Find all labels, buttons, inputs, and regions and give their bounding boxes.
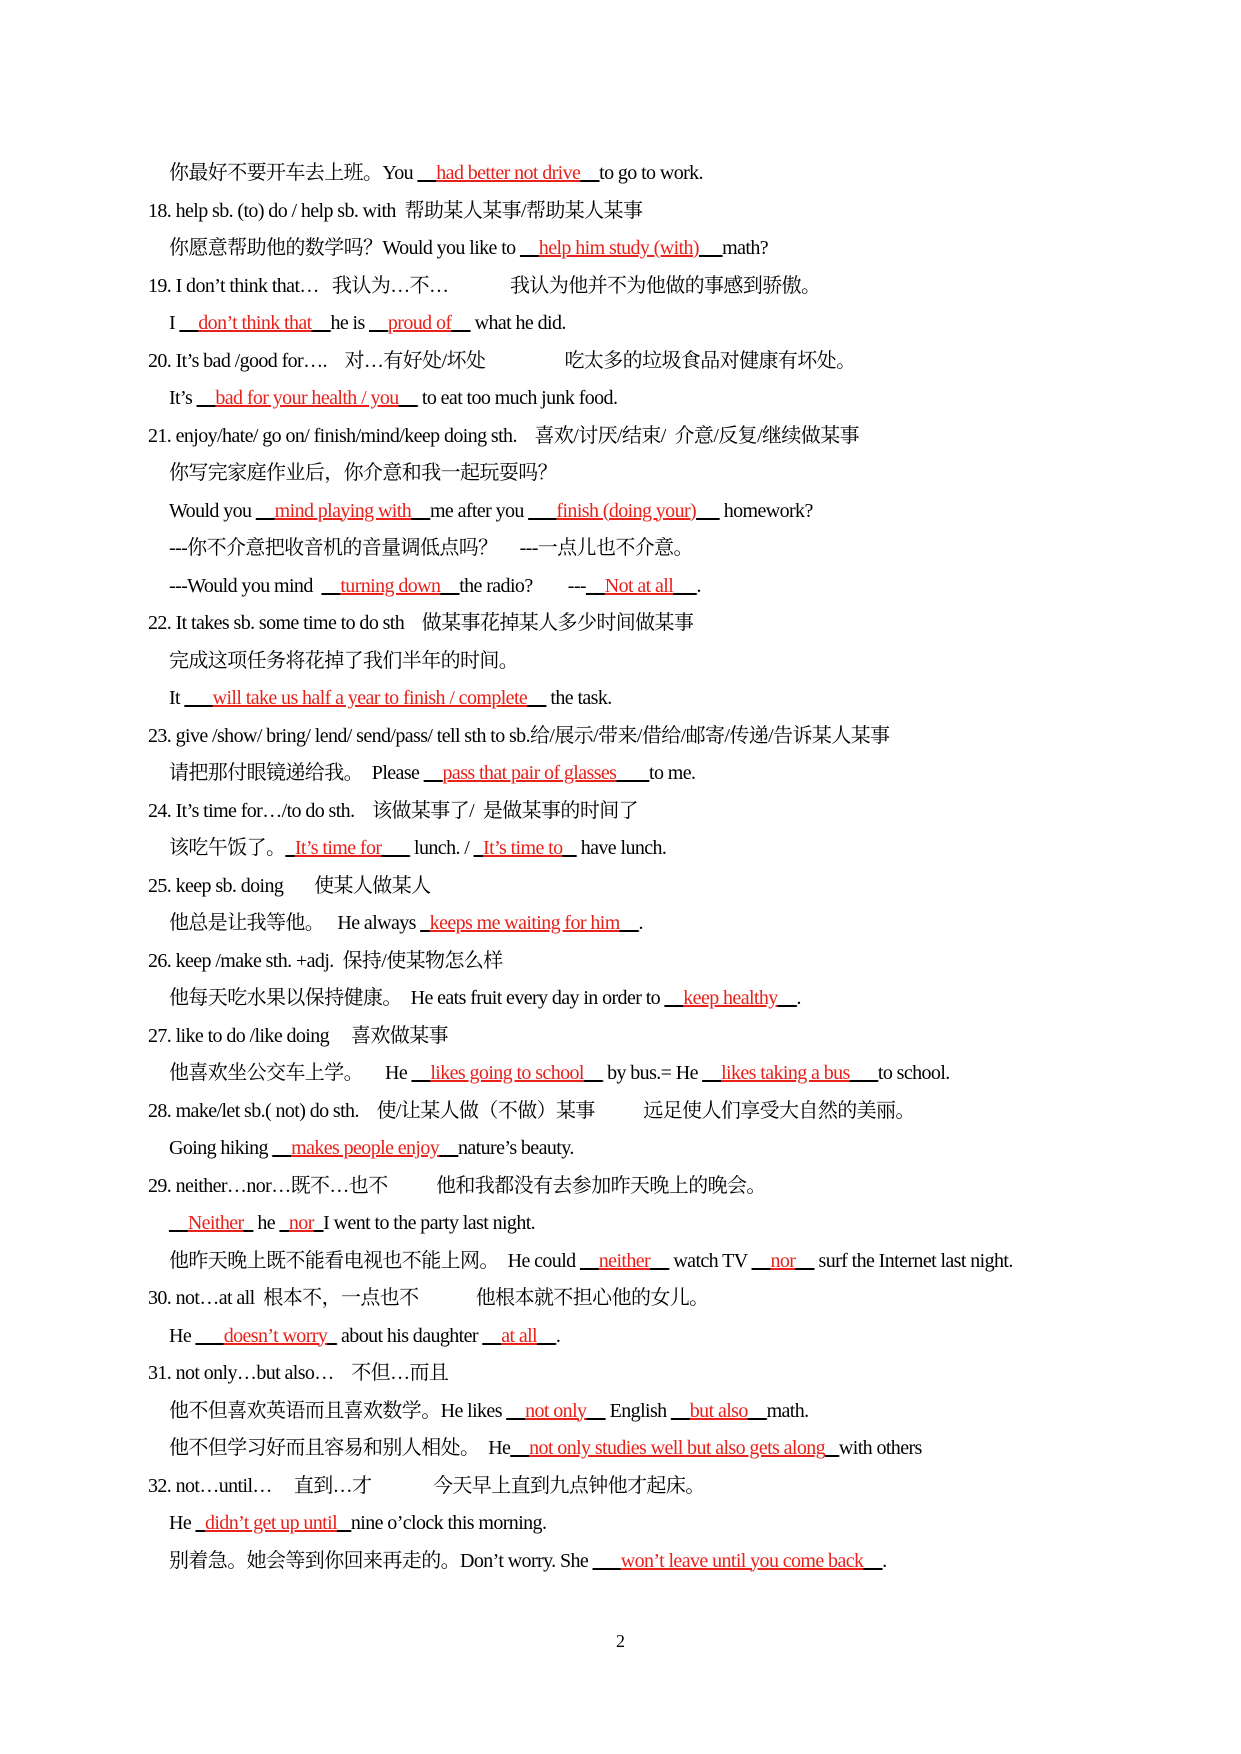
blank-underline: __	[398, 387, 418, 409]
answer-text: It’s time to	[483, 837, 563, 859]
phrase-heading	[148, 1168, 1148, 1206]
line-text: Going hiking	[169, 1137, 273, 1159]
answer-text: won’t leave until you come back	[620, 1549, 864, 1572]
answer-text: will take us half a year to finish / complete	[212, 687, 528, 709]
phrase-heading	[148, 1018, 1148, 1056]
blank-underline: __	[673, 574, 697, 597]
line-text: 26. keep /make sth. +adj. 保持/使某物怎么样	[148, 949, 503, 972]
exercise-line	[148, 1055, 1148, 1093]
line-text: 27. like to do /like doing 喜欢做某事	[148, 1024, 449, 1047]
blank-underline: __	[619, 912, 639, 934]
line-text: .	[638, 912, 643, 934]
line-text: 他喜欢坐公交车上学。 He	[169, 1062, 412, 1084]
phrase-heading	[148, 343, 1148, 381]
line-text: 25. keep sb. doing 使某人做某人	[148, 874, 431, 897]
line-text: 他总是让我等他。 He always	[169, 912, 421, 934]
blank-underline: __	[863, 1549, 883, 1572]
answer-text: had better not drive	[436, 162, 581, 184]
line-text: 他每天吃水果以保持健康。 He eats fruit every day in order to	[169, 987, 665, 1009]
line-text: 20. It’s bad /good for…. 对…有好处/坏处 吃太多的垃圾食品对健康有坏处。	[148, 349, 856, 372]
line-text: 请把那付眼镜递给我。 Please	[169, 762, 424, 784]
line-text: .	[796, 987, 801, 1009]
blank-underline: __	[440, 574, 460, 597]
blank-underline: __	[537, 1324, 556, 1347]
blank-underline: _	[327, 1324, 337, 1347]
blank-underline: __	[169, 1212, 188, 1234]
phrase-heading	[148, 1468, 1148, 1506]
blank-underline: __	[664, 987, 684, 1009]
blank-underline: ___	[849, 1062, 878, 1084]
blank-underline: _	[337, 1512, 351, 1534]
blank-underline: __	[311, 312, 331, 334]
exercise-line	[148, 305, 1148, 343]
answer-text: makes people enjoy	[291, 1137, 440, 1159]
answer-text: help him study (with)	[538, 237, 699, 259]
line-text: surf the Internet last night.	[814, 1249, 1013, 1272]
answer-text: turning down	[340, 574, 441, 597]
phrase-heading	[148, 418, 1148, 456]
line-text: It’s	[169, 387, 197, 409]
answer-text: but also	[689, 1399, 748, 1422]
exercise-line	[148, 230, 1148, 268]
line-text: I went to the party last night.	[323, 1212, 536, 1234]
answer-text: mind playing with	[274, 499, 412, 522]
answer-text: neither	[598, 1249, 651, 1272]
line-text: 别着急。她会等到你回来再走的。Don’t worry. She	[169, 1549, 593, 1572]
answer-text: It’s time for	[294, 837, 382, 859]
line-text: 22. It takes sb. some time to do sth 做某事花掉某人多少时间做某事	[148, 612, 694, 634]
blank-underline: ___	[381, 837, 410, 859]
blank-underline: __	[670, 1399, 690, 1422]
blank-underline: __	[698, 237, 723, 259]
answer-text: not only studies well but also gets along	[529, 1437, 826, 1459]
line-text: ---你不介意把收音机的音量调低点吗？ ---一点儿也不介意。	[169, 537, 693, 559]
answer-text: don’t think that	[198, 312, 312, 334]
blank-underline: __	[702, 1062, 722, 1084]
blank-underline: __	[586, 1399, 606, 1422]
answer-text: not only	[525, 1399, 587, 1422]
phrase-heading	[148, 1280, 1148, 1318]
line-text: lunch. /	[409, 837, 474, 859]
exercise-line	[148, 568, 1148, 606]
blank-underline: __	[650, 1249, 669, 1272]
line-text: to go to work.	[599, 162, 703, 184]
line-text: .	[882, 1549, 887, 1572]
blank-underline: _	[243, 1212, 253, 1234]
blank-underline: _	[420, 912, 430, 934]
line-text: English	[605, 1399, 671, 1422]
blank-underline: _	[279, 1212, 289, 1234]
blank-underline: __	[580, 162, 600, 184]
line-text: nature’s beauty.	[458, 1137, 574, 1159]
answer-text: keep healthy	[683, 987, 778, 1009]
answer-text: bad for your health / you	[215, 387, 399, 409]
line-text: Would you	[169, 499, 256, 522]
line-text: 29. neither…nor…既不…也不 他和我都没有去参加昨天晚上的晚会。	[148, 1174, 766, 1197]
exercise-line	[148, 755, 1148, 793]
blank-underline: _	[825, 1437, 839, 1459]
line-text: He	[169, 1512, 196, 1534]
exercise-content	[148, 155, 1148, 1580]
line-text: math?	[722, 237, 769, 259]
line-text: with others	[838, 1437, 922, 1459]
answer-text: didn’t get up until	[204, 1512, 338, 1534]
answer-text: pass that pair of glasses	[442, 762, 617, 784]
blank-underline: __	[417, 162, 437, 184]
blank-underline: __	[179, 312, 199, 334]
line-text: he is	[330, 312, 370, 334]
exercise-line	[148, 1543, 1148, 1581]
line-text: what he did.	[470, 312, 566, 334]
phrase-heading	[148, 1355, 1148, 1393]
line-text: 28. make/let sb.( not) do sth. 使/让某人做（不做）某事 远足使人们享受大自然的美丽。	[148, 1099, 915, 1122]
blank-underline: _	[285, 837, 295, 859]
phrase-heading	[148, 193, 1148, 231]
blank-underline: __	[411, 1062, 431, 1084]
blank-underline: __	[696, 499, 720, 522]
line-text: 他不但学习好而且容易和别人相处。 He	[169, 1437, 511, 1459]
blank-underline: __	[369, 312, 388, 334]
line-text: about his daughter	[336, 1324, 483, 1347]
exercise-line	[148, 530, 1148, 568]
phrase-heading	[148, 718, 1148, 756]
line-text: 该吃午饭了。	[169, 837, 286, 859]
exercise-line	[148, 1505, 1148, 1543]
line-text: .	[555, 1324, 561, 1347]
blank-underline: __	[423, 762, 443, 784]
line-text: 30. not…at all 根本不，一点也不 他根本就不担心他的女儿。	[148, 1287, 709, 1309]
line-text: 21. enjoy/hate/ go on/ finish/mind/keep doing sth. 喜欢/讨厌/结束/ 介意/反复/继续做某事	[148, 424, 860, 447]
blank-underline: __	[579, 1249, 599, 1272]
exercise-line	[148, 155, 1148, 193]
phrase-heading	[148, 605, 1148, 643]
page-number: 2	[616, 1631, 625, 1651]
line-text: 完成这项任务将花掉了我们半年的时间。	[169, 649, 519, 672]
line-text: by bus.= He	[602, 1062, 703, 1084]
answer-text: at all	[501, 1324, 538, 1347]
blank-underline: _	[562, 837, 577, 859]
line-text: the task.	[546, 687, 612, 709]
line-text: 他不但喜欢英语而且喜欢数学。He likes	[169, 1399, 507, 1422]
line-text: 32. not…until… 直到…才 今天早上直到九点钟他才起床。	[148, 1474, 705, 1497]
blank-underline: _	[313, 1212, 324, 1234]
blank-underline: __	[585, 574, 605, 597]
exercise-line	[148, 980, 1148, 1018]
answer-text: nor	[770, 1249, 796, 1272]
answer-text: finish (doing your)	[556, 499, 697, 522]
line-text: I	[169, 312, 180, 334]
exercise-line	[148, 905, 1148, 943]
phrase-heading	[148, 943, 1148, 981]
exercise-line	[148, 680, 1148, 718]
line-text: It	[169, 687, 185, 709]
blank-underline: ___	[616, 762, 649, 784]
line-text: to eat too much junk food.	[417, 387, 618, 409]
line-text: 24. It’s time for…/to do sth. 该做某事了/ 是做某事的时间了	[148, 799, 639, 822]
blank-underline: __	[506, 1399, 526, 1422]
blank-underline: ___	[195, 1324, 224, 1347]
line-text: He	[169, 1324, 196, 1347]
line-text: nine o’clock this morning.	[350, 1512, 547, 1534]
exercise-line	[148, 455, 1148, 493]
blank-underline: __	[272, 1137, 292, 1159]
blank-underline: __	[196, 387, 216, 409]
blank-underline: __	[255, 499, 275, 522]
exercise-line	[148, 1430, 1148, 1468]
blank-underline: __	[751, 1249, 771, 1272]
blank-underline: __	[519, 237, 539, 259]
line-text: to me.	[648, 762, 696, 784]
exercise-line	[148, 1243, 1148, 1281]
line-text: 18. help sb. (to) do / help sb. with 帮助某人某事/帮助某人某事	[148, 199, 643, 222]
line-text: homework?	[719, 499, 813, 522]
exercise-line	[148, 493, 1148, 531]
blank-underline: __	[451, 312, 471, 334]
line-text: 31. not only…but also… 不但…而且	[148, 1362, 449, 1384]
line-text: he	[253, 1212, 280, 1234]
exercise-line	[148, 1318, 1148, 1356]
phrase-heading	[148, 1093, 1148, 1131]
exercise-line	[148, 1393, 1148, 1431]
exercise-line	[148, 643, 1148, 681]
line-text: .	[696, 574, 701, 597]
answer-text: nor	[288, 1212, 314, 1234]
line-text: watch TV	[668, 1249, 752, 1272]
exercise-line	[148, 380, 1148, 418]
blank-underline: __	[321, 574, 341, 597]
blank-underline: __	[482, 1324, 502, 1347]
line-text: 你最好不要开车去上班。You	[169, 162, 418, 184]
blank-underline: ___	[592, 1549, 621, 1572]
blank-underline: ___	[528, 499, 557, 522]
answer-text: likes taking a bus	[721, 1062, 850, 1084]
blank-underline: __	[510, 1437, 530, 1459]
line-text: math.	[766, 1399, 809, 1422]
line-text: me after you	[429, 499, 529, 522]
phrase-heading	[148, 793, 1148, 831]
line-text: the radio? ---	[459, 574, 586, 597]
line-text: 他昨天晚上既不能看电视也不能上网。 He could	[169, 1249, 580, 1272]
blank-underline: __	[583, 1062, 603, 1084]
answer-text: Not at all	[604, 574, 674, 597]
line-text: 你写完家庭作业后，你介意和我一起玩耍吗？	[169, 462, 557, 484]
blank-underline: __	[411, 499, 430, 522]
blank-underline: ___	[184, 687, 213, 709]
blank-underline: _	[195, 1512, 205, 1534]
line-text: ---Would you mind	[169, 574, 322, 597]
blank-underline: __	[795, 1249, 815, 1272]
answer-text: keeps me waiting for him	[429, 912, 620, 934]
blank-underline: _	[473, 837, 484, 859]
blank-underline: __	[777, 987, 797, 1009]
line-text: 你愿意帮助他的数学吗？Would you like to	[169, 237, 520, 259]
line-text: to school.	[877, 1062, 950, 1084]
exercise-line	[148, 1130, 1148, 1168]
phrase-heading	[148, 868, 1148, 906]
line-text: 19. I don’t think that… 我认为…不… 我认为他并不为他做的事感到骄傲。	[148, 274, 821, 297]
blank-underline: __	[527, 687, 547, 709]
exercise-line	[148, 1205, 1148, 1243]
answer-text: Neither	[187, 1212, 244, 1234]
line-text: have lunch.	[576, 837, 667, 859]
line-text: 23. give /show/ bring/ lend/ send/pass/ tell sth to sb.给/展示/带来/借给/邮寄/传递/告诉某人某事	[148, 724, 890, 747]
phrase-heading	[148, 268, 1148, 306]
answer-text: doesn’t worry	[223, 1324, 328, 1347]
blank-underline: __	[747, 1399, 767, 1422]
answer-text: proud of	[387, 312, 452, 334]
answer-text: likes going to school	[430, 1062, 584, 1084]
exercise-line	[148, 830, 1148, 868]
blank-underline: __	[439, 1137, 458, 1159]
